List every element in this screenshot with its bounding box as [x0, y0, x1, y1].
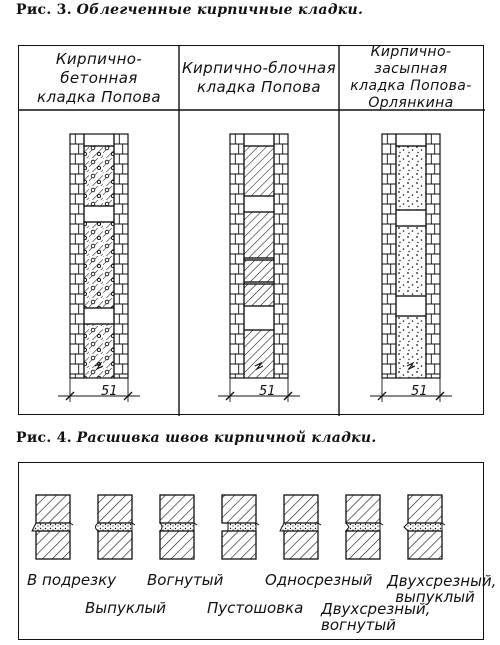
- tie-brick: [396, 296, 426, 316]
- header-line: кладка Попова: [37, 87, 161, 106]
- masonry-types-panel: [18, 45, 484, 415]
- tie-brick: [84, 308, 114, 324]
- core-infill: [396, 146, 426, 210]
- figure-3-title: Облегченные кирпичные кладки.: [76, 2, 364, 18]
- brick-top: [346, 495, 380, 523]
- mortar-joint: [280, 523, 318, 531]
- tie-brick: [396, 134, 426, 146]
- core-infill: [244, 260, 274, 282]
- figure-3-caption: [16, 2, 363, 18]
- mortar-joint: [32, 523, 70, 531]
- joint-profile: [32, 495, 73, 559]
- tie-brick: [244, 196, 274, 212]
- figure-4-caption: [16, 430, 377, 446]
- figure-3-number: Рис. 3.: [16, 2, 72, 18]
- brick-bottom: [160, 531, 194, 559]
- masonry-sections-drawing: [19, 46, 485, 416]
- header-line: Кирпично-засыпная: [370, 44, 452, 77]
- mortar-joint: [346, 523, 380, 531]
- wall-edge-outline: [426, 134, 440, 378]
- brick-bottom: [98, 531, 132, 559]
- tie-brick: [84, 134, 114, 146]
- tie-brick: [84, 206, 114, 222]
- header-line: Орлянкина: [368, 95, 454, 111]
- wall-section: [370, 134, 452, 402]
- wall-edge-outline: [274, 134, 288, 378]
- header-line: кладка Попова-: [350, 78, 472, 94]
- header-line: Кирпично-бетонная: [55, 49, 143, 87]
- tie-brick: [244, 134, 274, 146]
- core-infill: [244, 146, 274, 196]
- brick-top: [408, 495, 442, 523]
- joint-label: Двухсрезный, вогнутый: [321, 600, 431, 634]
- brick-top: [160, 495, 194, 523]
- brick-top: [284, 495, 318, 523]
- wall-edge-outline: [114, 134, 128, 378]
- core-infill: [244, 330, 274, 378]
- header-line: Кирпично-блочная: [181, 59, 337, 77]
- dimension-label: 51: [101, 384, 118, 399]
- joint-profile: [160, 495, 197, 559]
- core-infill: [84, 324, 114, 378]
- header-line: кладка Попова: [197, 78, 321, 96]
- tie-brick: [244, 306, 274, 330]
- mortar-joint: [96, 523, 133, 531]
- brick-bottom: [408, 531, 442, 559]
- joint-finishing-panel: [18, 462, 497, 640]
- dimension-label: 51: [259, 384, 276, 399]
- brick-bottom: [36, 531, 70, 559]
- core-infill: [244, 284, 274, 306]
- joint-profile: [280, 495, 321, 559]
- joint-profile: [222, 495, 259, 559]
- wall-section: [218, 134, 300, 402]
- mortar-joint: [404, 523, 442, 531]
- mortar-joint: [228, 523, 256, 531]
- brick-top: [98, 495, 132, 523]
- figure-4-number: Рис. 4.: [16, 430, 72, 446]
- brick-bottom: [346, 531, 380, 559]
- joint-profile: [404, 495, 445, 559]
- core-infill: [84, 146, 114, 206]
- figure-4-title: Расшивка швов кирпичной кладки.: [76, 430, 377, 446]
- wall-edge-outline: [70, 134, 84, 378]
- mortar-joint: [160, 523, 194, 531]
- core-infill: [396, 226, 426, 296]
- brick-top: [36, 495, 70, 523]
- joint-profile: [96, 495, 136, 559]
- brick-bottom: [284, 531, 318, 559]
- wall-edge-outline: [382, 134, 396, 378]
- joint-label: Пустошовка: [207, 599, 304, 617]
- joint-label: Вогнутый: [147, 571, 224, 589]
- joint-label: Выпуклый: [85, 599, 167, 617]
- core-infill: [244, 212, 274, 258]
- tie-brick: [396, 210, 426, 226]
- joint-label: Односрезный: [265, 571, 373, 589]
- joint-label: Двухсрезный, выпуклый: [387, 572, 497, 606]
- wall-edge-outline: [230, 134, 244, 378]
- brick-top: [222, 495, 256, 523]
- brick-bottom: [222, 531, 256, 559]
- wall-section: [58, 134, 140, 402]
- joint-profile: [346, 495, 383, 559]
- core-infill: [396, 316, 426, 378]
- dimension-label: 51: [411, 384, 428, 399]
- joint-label: В подрезку: [27, 571, 117, 589]
- core-infill: [84, 222, 114, 308]
